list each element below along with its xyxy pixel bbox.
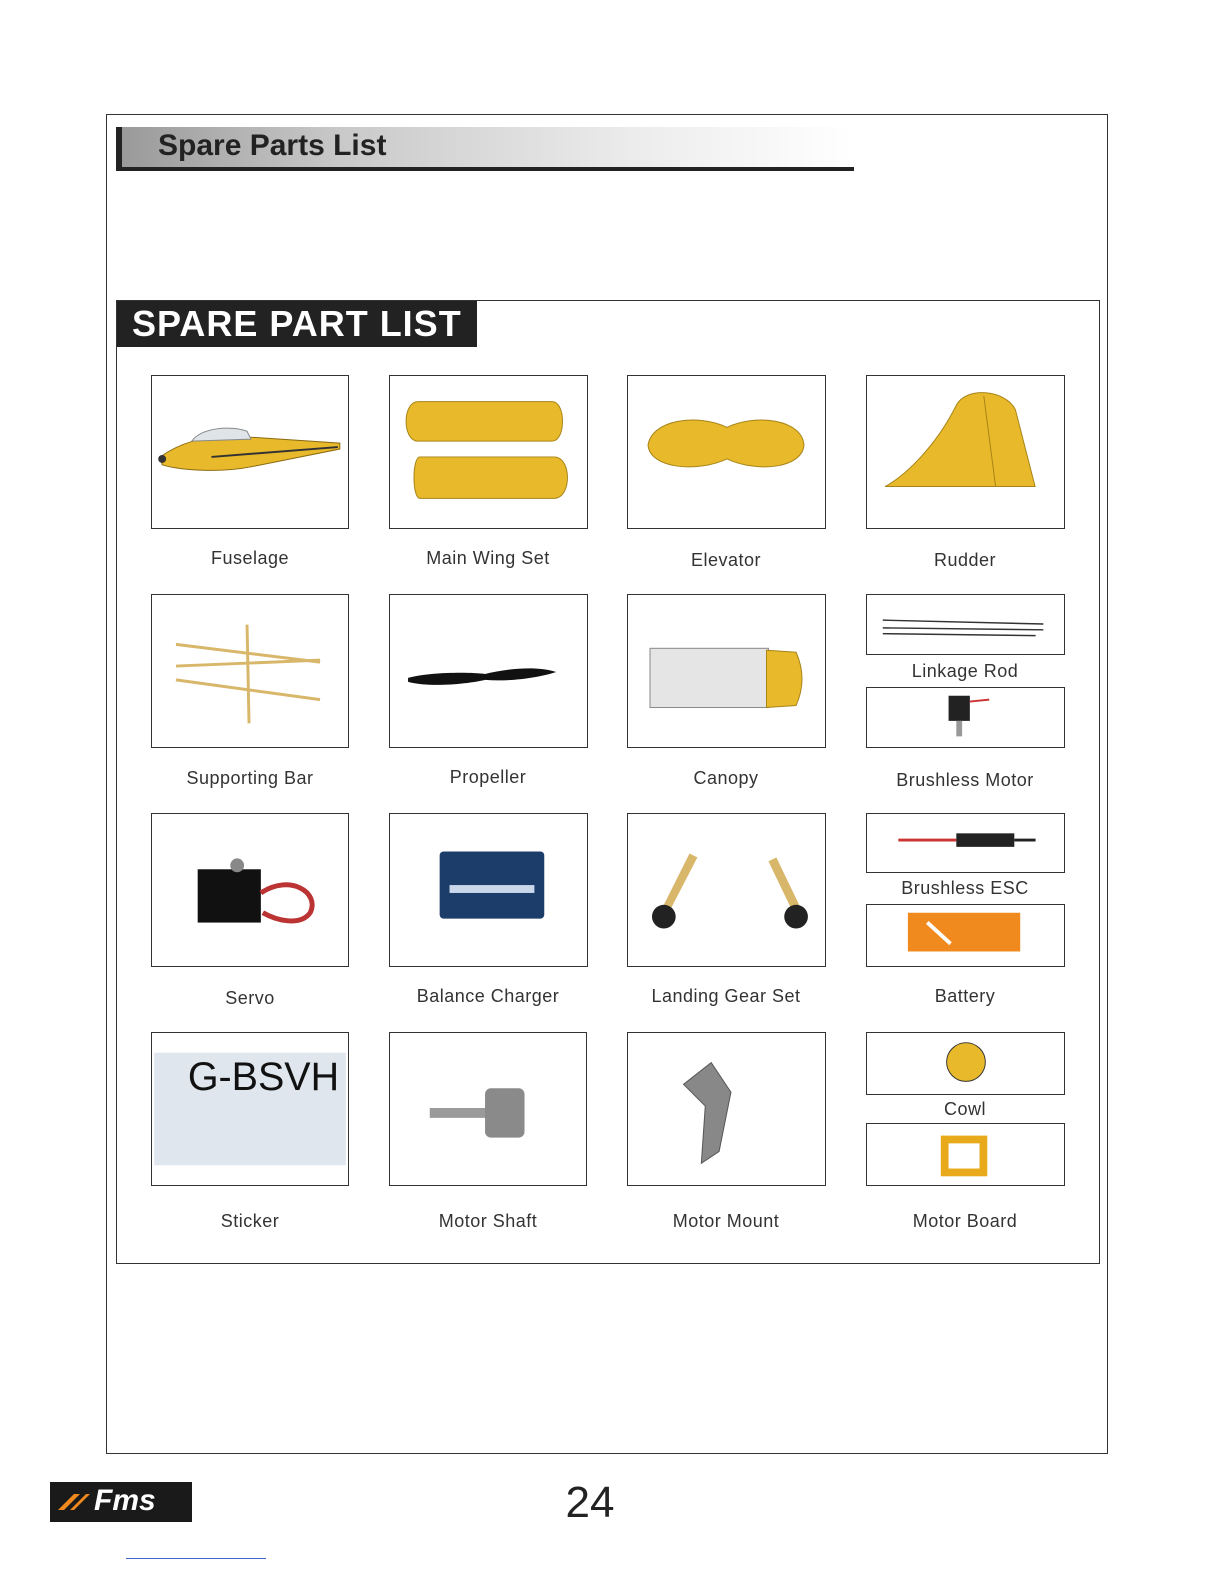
fms-logo [50, 1482, 192, 1522]
cowl-image [866, 1032, 1065, 1095]
motor-board-label: Motor Board [912, 1211, 1018, 1231]
fuselage-image [151, 375, 349, 529]
rudder-image [866, 375, 1065, 529]
cowl-label: Cowl [943, 1099, 986, 1119]
balance-charger-label: Balance Charger [416, 986, 560, 1006]
motor-mount-label: Motor Mount [672, 1211, 780, 1231]
main-wing-set-image [389, 375, 588, 529]
supporting-bar-label: Supporting Bar [186, 768, 314, 788]
propeller-image [389, 594, 588, 748]
section-header [116, 127, 854, 171]
battery-image [866, 904, 1065, 967]
fms-logo-text: Fms [94, 1484, 156, 1517]
sticker-label: Sticker [220, 1211, 280, 1231]
main-wing-set-label: Main Wing Set [426, 548, 550, 568]
motor-board-image [866, 1123, 1065, 1186]
motor-shaft-label: Motor Shaft [438, 1211, 538, 1231]
linkage-rod-label: Linkage Rod [911, 661, 1019, 681]
brushless-esc-image [866, 813, 1065, 873]
elevator-image [627, 375, 826, 529]
fms-logo-mark-icon [56, 1490, 92, 1514]
balance-charger-image [389, 813, 588, 967]
propeller-label: Propeller [449, 767, 527, 787]
canopy-label: Canopy [693, 768, 759, 788]
sticker-text: G-BSVH [187, 1055, 340, 1100]
rudder-label: Rudder [933, 550, 997, 570]
page-number: 24 [565, 1478, 615, 1527]
footer-divider [126, 1558, 266, 1559]
canopy-image [627, 594, 826, 748]
linkage-rod-image [866, 594, 1065, 655]
brushless-esc-label: Brushless ESC [901, 878, 1029, 898]
section-title: Spare Parts List [158, 129, 387, 162]
motor-shaft-image [389, 1032, 587, 1186]
servo-image [151, 813, 349, 967]
sticker-image [151, 1032, 349, 1186]
brushless-motor-image [866, 687, 1065, 748]
battery-label: Battery [934, 986, 996, 1006]
fuselage-label: Fuselage [210, 548, 290, 568]
landing-gear-set-image [627, 813, 826, 967]
servo-label: Servo [225, 988, 275, 1008]
list-title-bar [117, 301, 477, 347]
elevator-label: Elevator [690, 550, 762, 570]
supporting-bar-image [151, 594, 349, 748]
list-title: SPARE PART LIST [132, 303, 462, 344]
brushless-motor-label: Brushless Motor [896, 770, 1034, 790]
landing-gear-set-label: Landing Gear Set [651, 986, 801, 1006]
motor-mount-image [627, 1032, 826, 1186]
